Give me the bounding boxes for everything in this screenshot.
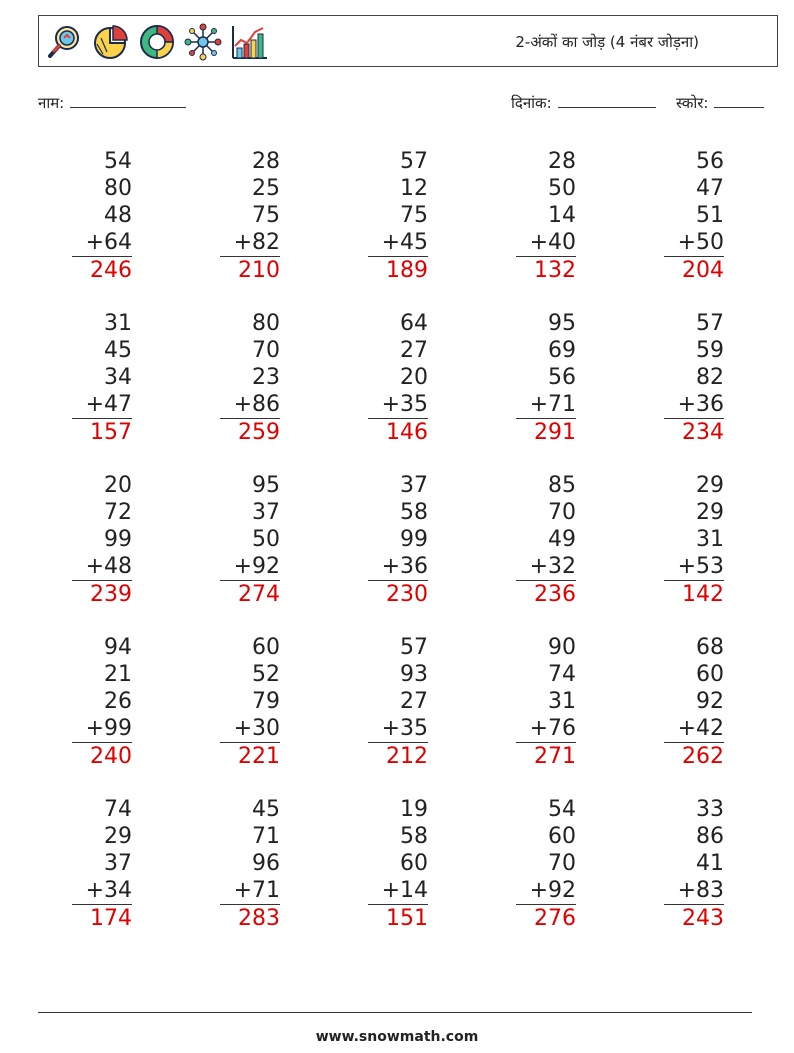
addition-problem: [72, 148, 132, 284]
addend: 92: [696, 689, 724, 714]
addition-problem: [516, 148, 576, 284]
addend: 50: [252, 527, 280, 552]
addend-last: +36: [664, 391, 724, 419]
addend: 21: [104, 662, 132, 687]
addend-last: +35: [368, 391, 428, 419]
addend: 79: [252, 689, 280, 714]
addend-last: +34: [72, 877, 132, 905]
addend-last: +48: [72, 553, 132, 581]
addend: 60: [400, 851, 428, 876]
addend: 75: [252, 203, 280, 228]
addend-last: +86: [220, 391, 280, 419]
addend: 31: [548, 689, 576, 714]
footer-divider: [38, 1012, 752, 1013]
addend-last: +40: [516, 229, 576, 257]
addend-last: +47: [72, 391, 132, 419]
addend: 95: [548, 311, 576, 336]
addend-last: +45: [368, 229, 428, 257]
addend-last: +99: [72, 715, 132, 743]
addend: 50: [548, 176, 576, 201]
addition-problem: [368, 310, 428, 446]
addend-last: +92: [516, 877, 576, 905]
addend: 28: [548, 149, 576, 174]
addend: 99: [104, 527, 132, 552]
addition-problem: [72, 472, 132, 608]
addend: 58: [400, 500, 428, 525]
addend-last: +50: [664, 229, 724, 257]
addend: 54: [548, 797, 576, 822]
answer: 236: [534, 582, 576, 607]
addend-last: +64: [72, 229, 132, 257]
addend-last: +36: [368, 553, 428, 581]
addend: 74: [548, 662, 576, 687]
score-blank[interactable]: [714, 93, 764, 108]
header-icons: [45, 22, 269, 62]
addend-last: +32: [516, 553, 576, 581]
answer: 157: [90, 420, 132, 445]
addend: 68: [696, 635, 724, 660]
addend-last: +92: [220, 553, 280, 581]
addend: 71: [252, 824, 280, 849]
addend: 45: [104, 338, 132, 363]
addition-problem: [368, 472, 428, 608]
addition-problem: [516, 796, 576, 932]
footer-site: www.snowmath.com: [315, 1029, 479, 1045]
addition-problem: [664, 472, 724, 608]
answer: 239: [90, 582, 132, 607]
addend: 85: [548, 473, 576, 498]
addend: 60: [696, 662, 724, 687]
addend: 58: [400, 824, 428, 849]
addition-problem: [368, 634, 428, 770]
addend: 41: [696, 851, 724, 876]
addend: 19: [400, 797, 428, 822]
addend: 25: [252, 176, 280, 201]
network-icon: [183, 22, 223, 62]
addend: 48: [104, 203, 132, 228]
name-field[interactable]: [38, 93, 186, 113]
addend: 51: [696, 203, 724, 228]
addend: 94: [104, 635, 132, 660]
addend: 57: [400, 149, 428, 174]
addend: 29: [696, 500, 724, 525]
addend: 64: [400, 311, 428, 336]
addend: 49: [548, 527, 576, 552]
answer: 212: [386, 744, 428, 769]
addend: 47: [696, 176, 724, 201]
addend: 31: [104, 311, 132, 336]
date-blank[interactable]: [558, 93, 656, 108]
addend: 57: [696, 311, 724, 336]
addend: 14: [548, 203, 576, 228]
header-box: [38, 15, 778, 67]
addend: 60: [548, 824, 576, 849]
addend: 86: [696, 824, 724, 849]
addend: 56: [696, 149, 724, 174]
answer: 234: [682, 420, 724, 445]
addition-problem: [664, 148, 724, 284]
addend: 80: [252, 311, 280, 336]
addend: 37: [252, 500, 280, 525]
addition-problem: [368, 148, 428, 284]
addend: 75: [400, 203, 428, 228]
magnifier-chart-icon: [45, 22, 85, 62]
answer: 283: [238, 906, 280, 931]
addend: 70: [252, 338, 280, 363]
addition-problem: [220, 148, 280, 284]
addend: 28: [252, 149, 280, 174]
addend: 59: [696, 338, 724, 363]
name-label: नाम:: [38, 94, 65, 112]
addend: 95: [252, 473, 280, 498]
addend: 45: [252, 797, 280, 822]
addend: 52: [252, 662, 280, 687]
addend-last: +14: [368, 877, 428, 905]
answer: 221: [238, 744, 280, 769]
addend: 20: [400, 365, 428, 390]
addend-last: +76: [516, 715, 576, 743]
answer: 240: [90, 744, 132, 769]
addition-problem: [220, 310, 280, 446]
donut-chart-icon: [137, 22, 177, 62]
name-blank[interactable]: [70, 93, 186, 108]
addition-problem: [220, 634, 280, 770]
answer: 291: [534, 420, 576, 445]
addend: 70: [548, 500, 576, 525]
date-field[interactable]: [511, 93, 656, 113]
addend: 37: [104, 851, 132, 876]
score-label: स्कोर:: [676, 94, 709, 112]
answer: 276: [534, 906, 576, 931]
addend: 20: [104, 473, 132, 498]
addend-last: +71: [220, 877, 280, 905]
addend-last: +42: [664, 715, 724, 743]
worksheet-title: 2-अंकों का जोड़ (4 नंबर जोड़ना): [515, 33, 699, 51]
addend: 12: [400, 176, 428, 201]
addend: 37: [400, 473, 428, 498]
addend: 69: [548, 338, 576, 363]
addend-last: +82: [220, 229, 280, 257]
addition-problem: [220, 796, 280, 932]
answer: 274: [238, 582, 280, 607]
addend-last: +71: [516, 391, 576, 419]
addition-problem: [72, 796, 132, 932]
addition-problem: [516, 310, 576, 446]
answer: 230: [386, 582, 428, 607]
answer: 132: [534, 258, 576, 283]
addend: 70: [548, 851, 576, 876]
addition-problem: [72, 310, 132, 446]
answer: 142: [682, 582, 724, 607]
addend: 23: [252, 365, 280, 390]
addend: 82: [696, 365, 724, 390]
answer: 204: [682, 258, 724, 283]
answer: 259: [238, 420, 280, 445]
addend: 60: [252, 635, 280, 660]
addend: 27: [400, 689, 428, 714]
date-label: दिनांक:: [511, 94, 552, 112]
score-field[interactable]: [676, 93, 764, 113]
answer: 271: [534, 744, 576, 769]
addition-problem: [72, 634, 132, 770]
addend-last: +35: [368, 715, 428, 743]
answer: 210: [238, 258, 280, 283]
addition-problem: [516, 472, 576, 608]
addend: 31: [696, 527, 724, 552]
addition-problem: [664, 796, 724, 932]
addend: 99: [400, 527, 428, 552]
pie-chart-icon: [91, 22, 131, 62]
addend: 57: [400, 635, 428, 660]
addend: 96: [252, 851, 280, 876]
answer: 246: [90, 258, 132, 283]
addend: 80: [104, 176, 132, 201]
addend: 72: [104, 500, 132, 525]
addend: 90: [548, 635, 576, 660]
addend: 29: [104, 824, 132, 849]
answer: 151: [386, 906, 428, 931]
answer: 262: [682, 744, 724, 769]
addend: 26: [104, 689, 132, 714]
addend: 54: [104, 149, 132, 174]
answer: 146: [386, 420, 428, 445]
addend: 29: [696, 473, 724, 498]
answer: 174: [90, 906, 132, 931]
addend: 33: [696, 797, 724, 822]
addend-last: +30: [220, 715, 280, 743]
addition-problem: [516, 634, 576, 770]
addition-problem: [664, 310, 724, 446]
addend: 93: [400, 662, 428, 687]
addend: 56: [548, 365, 576, 390]
addend-last: +53: [664, 553, 724, 581]
addition-problem: [664, 634, 724, 770]
addition-problem: [368, 796, 428, 932]
bar-line-chart-icon: [229, 22, 269, 62]
addend: 27: [400, 338, 428, 363]
addend: 34: [104, 365, 132, 390]
addition-problem: [220, 472, 280, 608]
addend: 74: [104, 797, 132, 822]
answer: 243: [682, 906, 724, 931]
answer: 189: [386, 258, 428, 283]
addend-last: +83: [664, 877, 724, 905]
